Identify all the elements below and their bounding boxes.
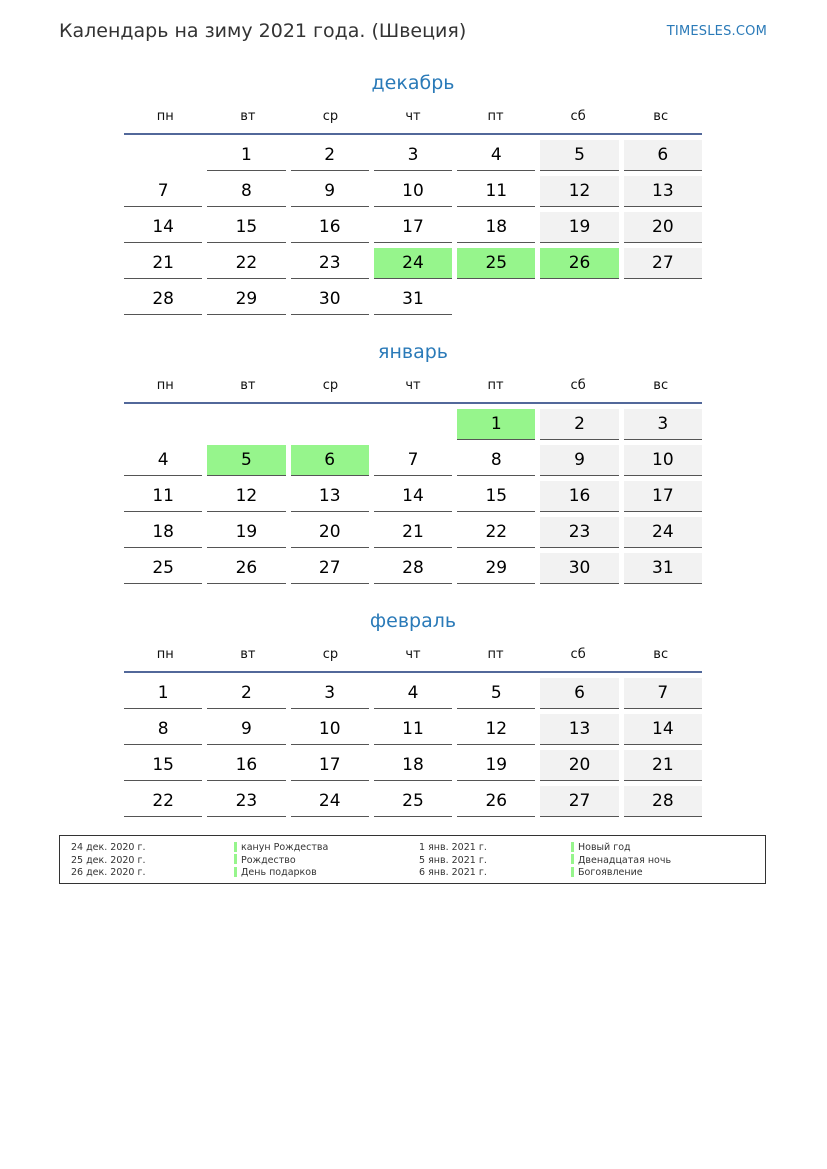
- day-cell: 2: [207, 678, 285, 709]
- weekday-label: сб: [570, 647, 586, 662]
- weekday-label: пт: [487, 378, 504, 393]
- day-cell: 7: [624, 678, 702, 709]
- legend-date: 1 янв. 2021 г.: [419, 842, 487, 853]
- day-cell: 1: [207, 140, 285, 171]
- day-cell: 23: [207, 786, 285, 817]
- day-cell: 7: [124, 176, 202, 207]
- weekday-label: пн: [156, 647, 174, 662]
- legend-date: 6 янв. 2021 г.: [419, 867, 487, 878]
- week-row: [124, 517, 702, 548]
- month-title: февраль: [369, 610, 457, 632]
- day-cell: 21: [374, 517, 452, 548]
- day-cell: 26: [207, 553, 285, 584]
- day-cell: 17: [374, 212, 452, 243]
- day-cell: 29: [207, 284, 285, 315]
- day-cell: 31: [374, 284, 452, 315]
- week-row: [124, 176, 702, 207]
- day-cell: 20: [291, 517, 369, 548]
- day-cell: 28: [124, 284, 202, 315]
- day-grid: [124, 409, 702, 584]
- day-cell: 25: [374, 786, 452, 817]
- weekday-label: вт: [240, 378, 256, 393]
- week-row: [124, 212, 702, 243]
- day-cell: 6: [540, 678, 618, 709]
- week-row: [124, 409, 702, 440]
- empty-day-cell: [624, 284, 702, 315]
- month-title: январь: [378, 341, 448, 363]
- day-cell: 9: [540, 445, 618, 476]
- day-cell: 4: [457, 140, 535, 171]
- day-cell: 16: [291, 212, 369, 243]
- month-february: [124, 609, 702, 822]
- legend-date: 5 янв. 2021 г.: [419, 854, 487, 866]
- day-cell: 20: [624, 212, 702, 243]
- legend-holiday-name: Рождество: [234, 855, 328, 868]
- day-cell: 27: [540, 786, 618, 817]
- weekday-label: сб: [570, 378, 586, 393]
- weekday-label: пт: [487, 647, 504, 662]
- day-cell: 17: [624, 481, 702, 512]
- weekday-label: ср: [322, 378, 339, 393]
- day-cell: 15: [457, 481, 535, 512]
- week-row: [124, 140, 702, 171]
- week-row: [124, 714, 702, 745]
- day-cell: 23: [540, 517, 618, 548]
- holiday-color-swatch: [234, 854, 237, 864]
- day-cell: 30: [291, 284, 369, 315]
- weekday-label: ср: [322, 109, 339, 124]
- day-cell: 3: [291, 678, 369, 709]
- day-cell: 14: [124, 212, 202, 243]
- legend-names-right: [571, 842, 671, 880]
- day-cell: 20: [540, 750, 618, 781]
- day-cell: 24: [624, 517, 702, 548]
- legend-date: 25 дек. 2020 г.: [71, 854, 146, 866]
- day-cell: 27: [291, 553, 369, 584]
- day-cell: 14: [374, 481, 452, 512]
- header-divider: [124, 133, 702, 135]
- day-cell: 26: [457, 786, 535, 817]
- day-cell: 5: [457, 678, 535, 709]
- day-cell: 10: [624, 445, 702, 476]
- day-cell: 6: [291, 445, 369, 476]
- week-row: [124, 248, 702, 279]
- day-cell: 2: [540, 409, 618, 440]
- legend-holiday-name: канун Рождества: [234, 842, 328, 855]
- site-link[interactable]: TIMESLES.COM: [666, 24, 767, 39]
- day-cell: 22: [207, 248, 285, 279]
- empty-day-cell: [207, 409, 285, 440]
- day-cell: 25: [457, 248, 535, 279]
- day-cell: 5: [207, 445, 285, 476]
- holiday-color-swatch: [571, 854, 574, 864]
- day-cell: 19: [207, 517, 285, 548]
- day-cell: 7: [374, 445, 452, 476]
- day-cell: 13: [624, 176, 702, 207]
- legend-names-left: [234, 842, 328, 880]
- empty-day-cell: [540, 284, 618, 315]
- day-cell: 17: [291, 750, 369, 781]
- day-cell: 10: [374, 176, 452, 207]
- weekday-header: [124, 645, 702, 665]
- day-cell: 6: [624, 140, 702, 171]
- month-january: [124, 340, 702, 589]
- legend-date: 24 дек. 2020 г.: [71, 842, 146, 853]
- weekday-label: сб: [570, 109, 586, 124]
- day-cell: 9: [207, 714, 285, 745]
- day-cell: 12: [457, 714, 535, 745]
- day-cell: 27: [624, 248, 702, 279]
- day-cell: 19: [540, 212, 618, 243]
- header-divider: [124, 402, 702, 404]
- day-cell: 24: [291, 786, 369, 817]
- empty-day-cell: [291, 409, 369, 440]
- weekday-header: [124, 376, 702, 396]
- weekday-label: пн: [156, 378, 174, 393]
- weekday-header: [124, 107, 702, 127]
- day-cell: 8: [207, 176, 285, 207]
- day-cell: 26: [540, 248, 618, 279]
- day-cell: 9: [291, 176, 369, 207]
- day-cell: 11: [374, 714, 452, 745]
- day-cell: 11: [457, 176, 535, 207]
- week-row: [124, 284, 702, 315]
- day-cell: 30: [540, 553, 618, 584]
- day-cell: 15: [124, 750, 202, 781]
- day-cell: 21: [624, 750, 702, 781]
- day-cell: 14: [624, 714, 702, 745]
- holiday-color-swatch: [234, 842, 237, 852]
- day-cell: 8: [124, 714, 202, 745]
- month-december: [124, 71, 702, 320]
- weekday-label: чт: [405, 647, 421, 662]
- weekday-label: чт: [405, 109, 421, 124]
- day-cell: 21: [124, 248, 202, 279]
- day-cell: 2: [291, 140, 369, 171]
- weekday-label: вс: [653, 647, 669, 662]
- day-cell: 23: [291, 248, 369, 279]
- day-cell: 18: [124, 517, 202, 548]
- day-cell: 15: [207, 212, 285, 243]
- day-cell: 12: [540, 176, 618, 207]
- week-row: [124, 750, 702, 781]
- week-row: [124, 786, 702, 817]
- day-cell: 13: [540, 714, 618, 745]
- legend-holiday-name: Двенадцатая ночь: [571, 855, 671, 868]
- weekday-label: пн: [156, 109, 174, 124]
- legend-holiday-name: Богоявление: [571, 867, 671, 880]
- empty-day-cell: [457, 284, 535, 315]
- day-cell: 24: [374, 248, 452, 279]
- day-grid: [124, 678, 702, 817]
- holiday-color-swatch: [571, 867, 574, 877]
- legend-dates-right: [419, 842, 487, 880]
- weekday-label: вт: [240, 647, 256, 662]
- holiday-color-swatch: [234, 867, 237, 877]
- week-row: [124, 481, 702, 512]
- weekday-label: вт: [240, 109, 256, 124]
- day-cell: 5: [540, 140, 618, 171]
- week-row: [124, 553, 702, 584]
- weekday-label: вс: [653, 378, 669, 393]
- day-cell: 25: [124, 553, 202, 584]
- day-cell: 10: [291, 714, 369, 745]
- day-cell: 12: [207, 481, 285, 512]
- day-cell: 29: [457, 553, 535, 584]
- day-cell: 8: [457, 445, 535, 476]
- day-cell: 4: [374, 678, 452, 709]
- day-cell: 28: [624, 786, 702, 817]
- empty-day-cell: [374, 409, 452, 440]
- day-cell: 1: [457, 409, 535, 440]
- day-cell: 19: [457, 750, 535, 781]
- day-cell: 18: [374, 750, 452, 781]
- day-cell: 3: [624, 409, 702, 440]
- day-cell: 3: [374, 140, 452, 171]
- week-row: [124, 445, 702, 476]
- day-cell: 4: [124, 445, 202, 476]
- empty-day-cell: [124, 409, 202, 440]
- day-cell: 1: [124, 678, 202, 709]
- day-grid: [124, 140, 702, 315]
- weekday-label: чт: [405, 378, 421, 393]
- holiday-color-swatch: [571, 842, 574, 852]
- day-cell: 31: [624, 553, 702, 584]
- weekday-label: вс: [653, 109, 669, 124]
- day-cell: 16: [207, 750, 285, 781]
- holiday-legend: [59, 835, 766, 884]
- day-cell: 16: [540, 481, 618, 512]
- weekday-label: пт: [487, 109, 504, 124]
- day-cell: 28: [374, 553, 452, 584]
- day-cell: 22: [124, 786, 202, 817]
- legend-holiday-name: Новый год: [571, 842, 671, 855]
- header-divider: [124, 671, 702, 673]
- empty-day-cell: [124, 140, 202, 171]
- week-row: [124, 678, 702, 709]
- page-title: Календарь на зиму 2021 года. (Швеция): [59, 20, 467, 42]
- day-cell: 13: [291, 481, 369, 512]
- legend-holiday-name: День подарков: [234, 867, 328, 880]
- weekday-label: ср: [322, 647, 339, 662]
- day-cell: 22: [457, 517, 535, 548]
- month-title: декабрь: [371, 72, 455, 94]
- day-cell: 11: [124, 481, 202, 512]
- legend-dates-left: [71, 842, 146, 880]
- legend-date: 26 дек. 2020 г.: [71, 867, 146, 878]
- day-cell: 18: [457, 212, 535, 243]
